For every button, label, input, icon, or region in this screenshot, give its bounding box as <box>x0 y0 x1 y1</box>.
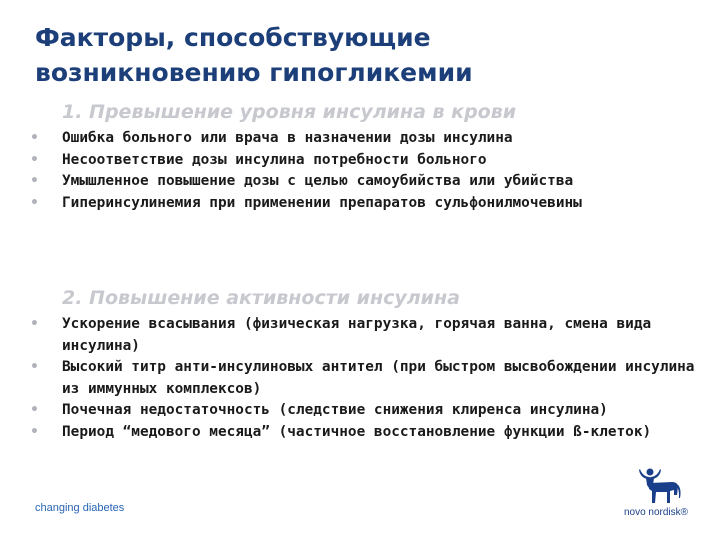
list-item-text: Ошибка больного или врача в назначении дозы инсулина <box>62 130 513 146</box>
list-item-text: Период “медового месяца” (частичное восстановление функции ß-клеток) <box>62 423 652 440</box>
bullet-dot-icon: • <box>30 151 39 168</box>
logo-text: novo nordisk® <box>623 507 689 518</box>
section1-heading: 1. Превышение уровня инсулина в крови <box>62 101 517 123</box>
list-item <box>0 193 702 215</box>
section1-list <box>0 128 702 214</box>
bullet-dot-icon: • <box>30 402 39 418</box>
list-item-text: Высокий титр анти-инсулиновых антител (при быстром высвобождении инсулина из иммунных комплексов) <box>62 359 695 397</box>
list-item-text: Несоответствие дозы инсулина потребности больного <box>62 151 487 168</box>
list-item <box>0 357 702 400</box>
bullet-dot-icon: • <box>30 173 39 189</box>
brand-tagline: changing diabetes <box>35 502 125 514</box>
list-item <box>0 422 702 444</box>
bullet-dot-icon: • <box>30 316 39 332</box>
bullet-dot-icon: • <box>30 359 39 375</box>
list-item-text: Гиперинсулинемия при применении препаратов сульфонилмочевины <box>62 194 582 211</box>
bullet-dot-icon: • <box>30 194 39 211</box>
bullet-dot-icon: • <box>30 130 39 146</box>
list-item <box>0 128 702 150</box>
list-item-text: Ускорение всасывания (физическая нагрузка, горячая ванна, смена вида инсулина) <box>62 316 652 354</box>
section2-list <box>0 314 702 443</box>
bullet-dot-icon: • <box>30 423 39 440</box>
list-item <box>0 314 702 357</box>
slide-title-line1: Факторы, способствующие <box>35 23 431 52</box>
slide-title <box>35 20 675 90</box>
list-item-text: Почечная недостаточность (следствие снижения клиренса инсулина) <box>62 402 608 418</box>
list-item-text: Умышленное повышение дозы с целью самоубийства или убийства <box>62 173 574 189</box>
list-item <box>0 400 702 422</box>
apis-bull-logo-icon <box>620 465 692 509</box>
list-item <box>0 171 702 193</box>
slide-title-line2: возникновению гипогликемии <box>35 58 473 87</box>
novo-nordisk-logo <box>620 465 692 521</box>
list-item <box>0 150 702 172</box>
section2-heading: 2. Повышение активности инсулина <box>62 287 460 309</box>
